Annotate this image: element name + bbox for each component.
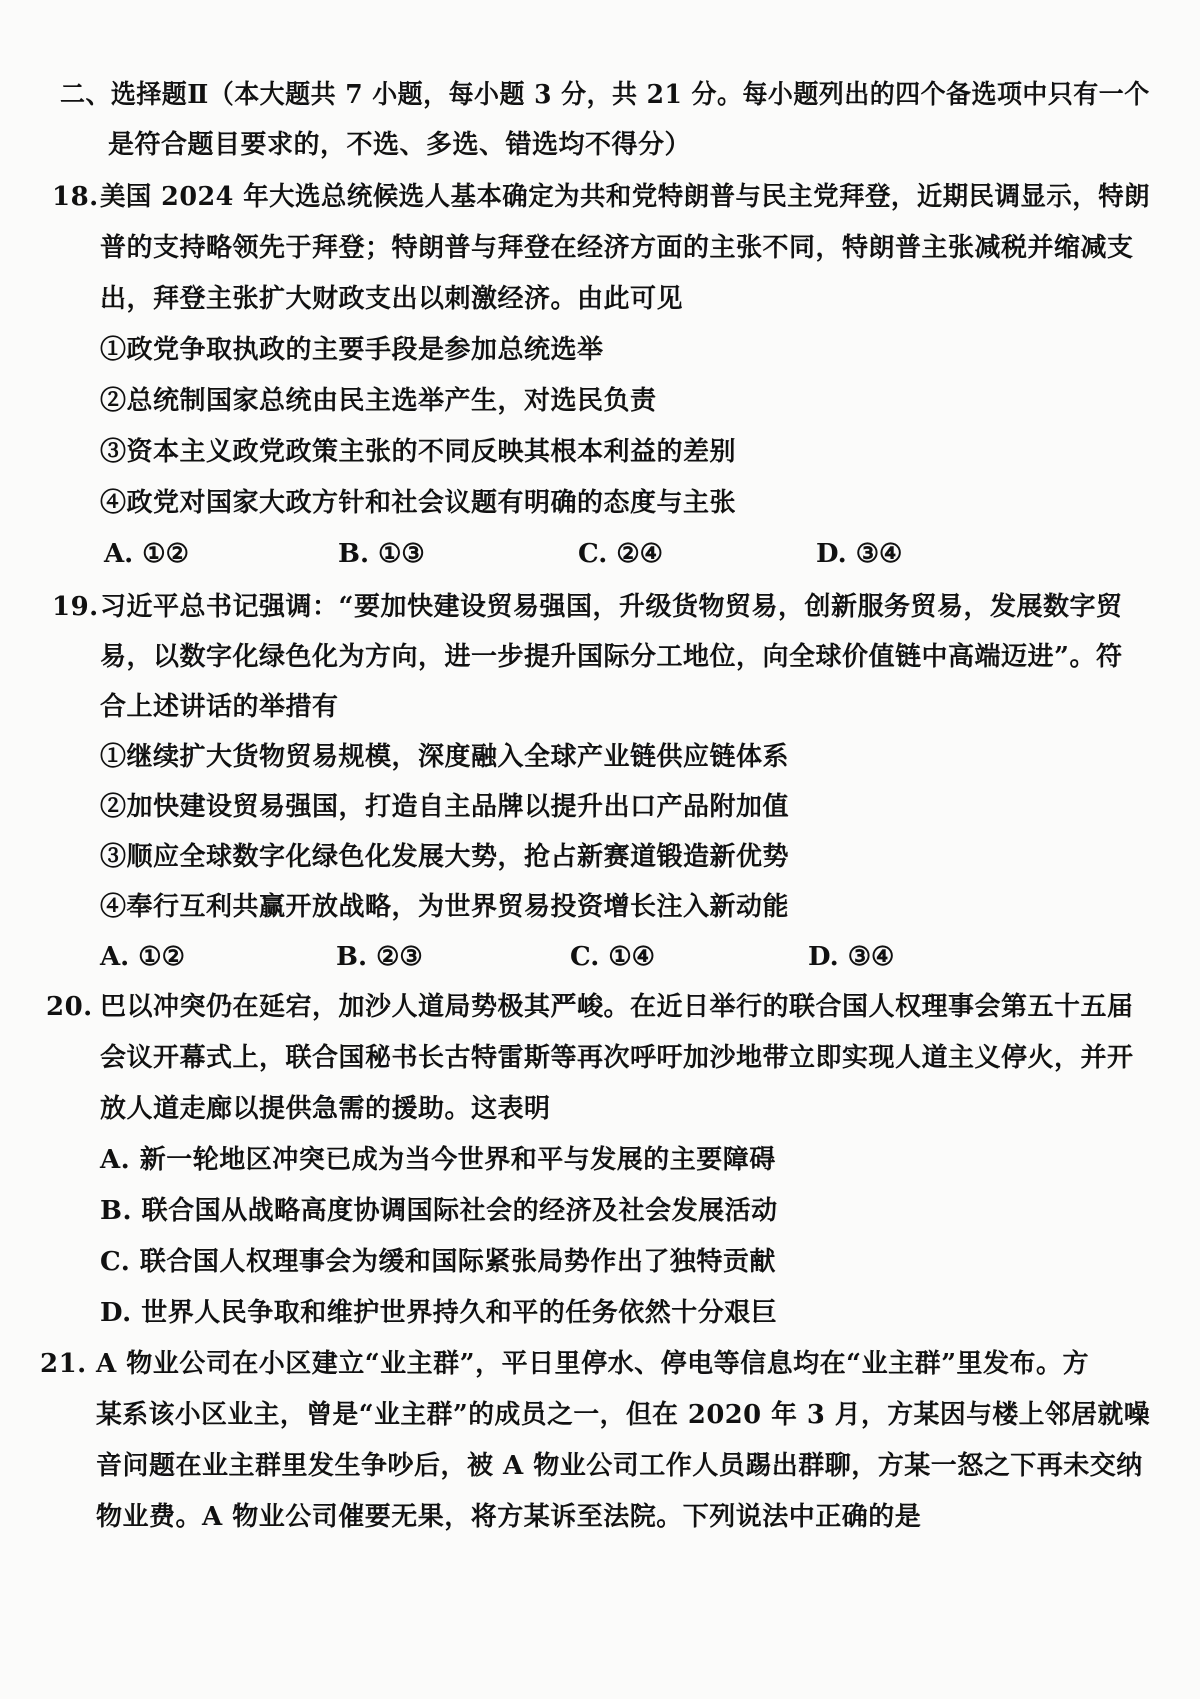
q18-statement-4: ④政党对国家大政方针和社会议题有明确的态度与主张 (100, 488, 737, 518)
q20-option-c: C. 联合国人权理事会为缓和国际紧张局势作出了独特贡献 (100, 1247, 776, 1277)
q19-statement-2: ②加快建设贸易强国，打造自主品牌以提升出口产品附加值 (100, 792, 790, 822)
q19-stem-line2: 易，以数字化绿色化为方向，进一步提升国际分工地位，向全球价值链中高端迈进”。符 (100, 642, 1123, 672)
q18-option-a: A. ①② (104, 539, 189, 569)
section-heading-line2: 是符合题目要求的，不选、多选、错选均不得分） (108, 130, 692, 160)
q20-stem-line2: 会议开幕式上，联合国秘书长古特雷斯等再次呼吁加沙地带立即实现人道主义停火，并开 (100, 1043, 1134, 1073)
q21-stem-line2: 某系该小区业主，曾是“业主群”的成员之一，但在 2020 年 3 月，方某因与楼上邻居就噪 (96, 1400, 1151, 1430)
q20-option-a: A. 新一轮地区冲突已成为当今世界和平与发展的主要障碍 (100, 1145, 776, 1175)
q21-stem-line3: 音问题在业主群里发生争吵后，被 A 物业公司工作人员踢出群聊，方某一怒之下再未交纳 (96, 1451, 1143, 1481)
q18-option-d: D. ③④ (816, 539, 903, 569)
q19-statement-3: ③顺应全球数字化绿色化发展大势，抢占新赛道锻造新优势 (100, 842, 790, 872)
q19-option-a: A. ①② (100, 942, 185, 972)
q18-number: 18. (52, 182, 99, 212)
q18-option-b: B. ①③ (338, 539, 425, 569)
q19-option-c: C. ①④ (570, 942, 655, 972)
q20-option-b: B. 联合国从战略高度协调国际社会的经济及社会发展活动 (100, 1196, 778, 1226)
q20-option-d: D. 世界人民争取和维护世界持久和平的任务依然十分艰巨 (100, 1298, 778, 1328)
q19-number: 19. (52, 592, 99, 622)
q19-statement-1: ①继续扩大货物贸易规模，深度融入全球产业链供应链体系 (100, 742, 790, 772)
q18-stem-line2: 普的支持略领先于拜登；特朗普与拜登在经济方面的主张不同，特朗普主张减税并缩减支 (100, 233, 1134, 263)
q19-option-d: D. ③④ (808, 942, 895, 972)
q21-stem-line1: A 物业公司在小区建立“业主群”，平日里停水、停电等信息均在“业主群”里发布。方 (96, 1349, 1090, 1379)
q18-statement-3: ③资本主义政党政策主张的不同反映其根本利益的差别 (100, 437, 737, 467)
q20-stem-line1: 巴以冲突仍在延宕，加沙人道局势极其严峻。在近日举行的联合国人权理事会第五十五届 (100, 992, 1134, 1022)
q19-stem-line1: 习近平总书记强调：“要加快建设贸易强国，升级货物贸易，创新服务贸易，发展数字贸 (100, 592, 1123, 622)
q20-stem-line3: 放人道走廊以提供急需的援助。这表明 (100, 1094, 551, 1124)
q19-option-b: B. ②③ (336, 942, 423, 972)
q18-statement-1: ①政党争取执政的主要手段是参加总统选举 (100, 335, 604, 365)
q20-number: 20. (46, 992, 93, 1022)
q19-statement-4: ④奉行互利共赢开放战略，为世界贸易投资增长注入新动能 (100, 892, 790, 922)
q18-stem-line3: 出，拜登主张扩大财政支出以刺激经济。由此可见 (100, 284, 684, 314)
q21-stem-line4: 物业费。A 物业公司催要无果，将方某诉至法院。下列说法中正确的是 (96, 1502, 922, 1532)
q18-stem-line1: 美国 2024 年大选总统候选人基本确定为共和党特朗普与民主党拜登，近期民调显示，特朗 (100, 182, 1151, 212)
q18-option-c: C. ②④ (578, 539, 663, 569)
q21-number: 21. (40, 1349, 87, 1379)
q19-stem-line3: 合上述讲话的举措有 (100, 692, 339, 722)
q18-statement-2: ②总统制国家总统由民主选举产生，对选民负责 (100, 386, 657, 416)
section-heading-line1: 二、选择题Ⅱ（本大题共 7 小题，每小题 3 分，共 21 分。每小题列出的四个备选项中只有一个 (60, 80, 1150, 110)
